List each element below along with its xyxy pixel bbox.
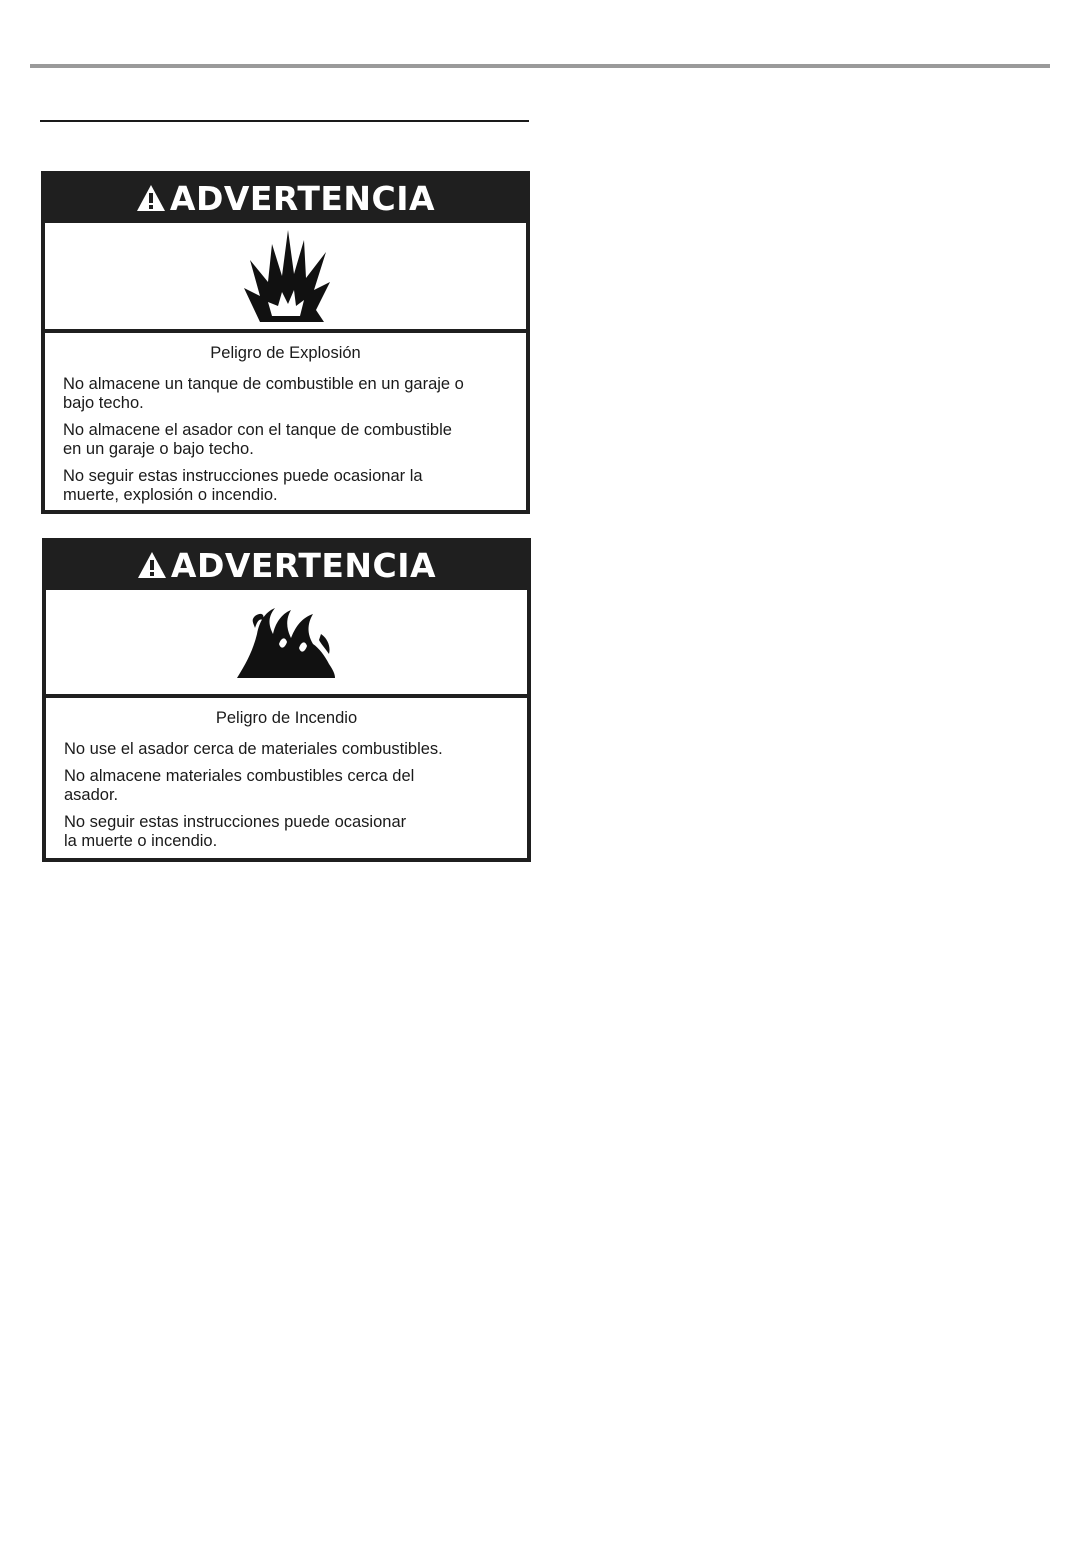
warning-line: No almacene el asador con el tanque de combustible en un garaje o bajo techo. (63, 421, 452, 458)
warning-line: No use el asador cerca de materiales combustibles. (64, 740, 443, 758)
warning-heading: ADVERTENCIA (169, 178, 436, 218)
warning-heading: ADVERTENCIA (170, 545, 437, 585)
warning-icon-area (45, 221, 526, 333)
warning-line: No seguir estas instrucciones puede ocasionar la muerte, explosión o incendio. (63, 467, 423, 504)
warning-box-explosion (41, 171, 530, 514)
warning-icon-area (46, 588, 527, 698)
warning-title: Peligro de Explosión (210, 344, 361, 362)
warning-header (45, 175, 526, 221)
warning-title: Peligro de Incendio (215, 709, 358, 727)
warning-body (45, 333, 526, 505)
warning-line: No seguir estas instrucciones puede ocasionar la muerte o incendio. (64, 813, 407, 850)
explosion-icon (238, 230, 334, 322)
top-divider (30, 64, 1050, 68)
warning-header (46, 542, 527, 588)
warning-body (46, 698, 527, 851)
warning-triangle-icon (137, 551, 167, 579)
section-divider (40, 120, 529, 122)
fire-icon (235, 604, 339, 680)
warning-triangle-icon (136, 184, 166, 212)
warning-line: No almacene un tanque de combustible en un garaje o bajo techo. (63, 375, 464, 412)
warning-line: No almacene materiales combustibles cerca del asador. (64, 767, 415, 804)
warning-box-fire (42, 538, 531, 862)
